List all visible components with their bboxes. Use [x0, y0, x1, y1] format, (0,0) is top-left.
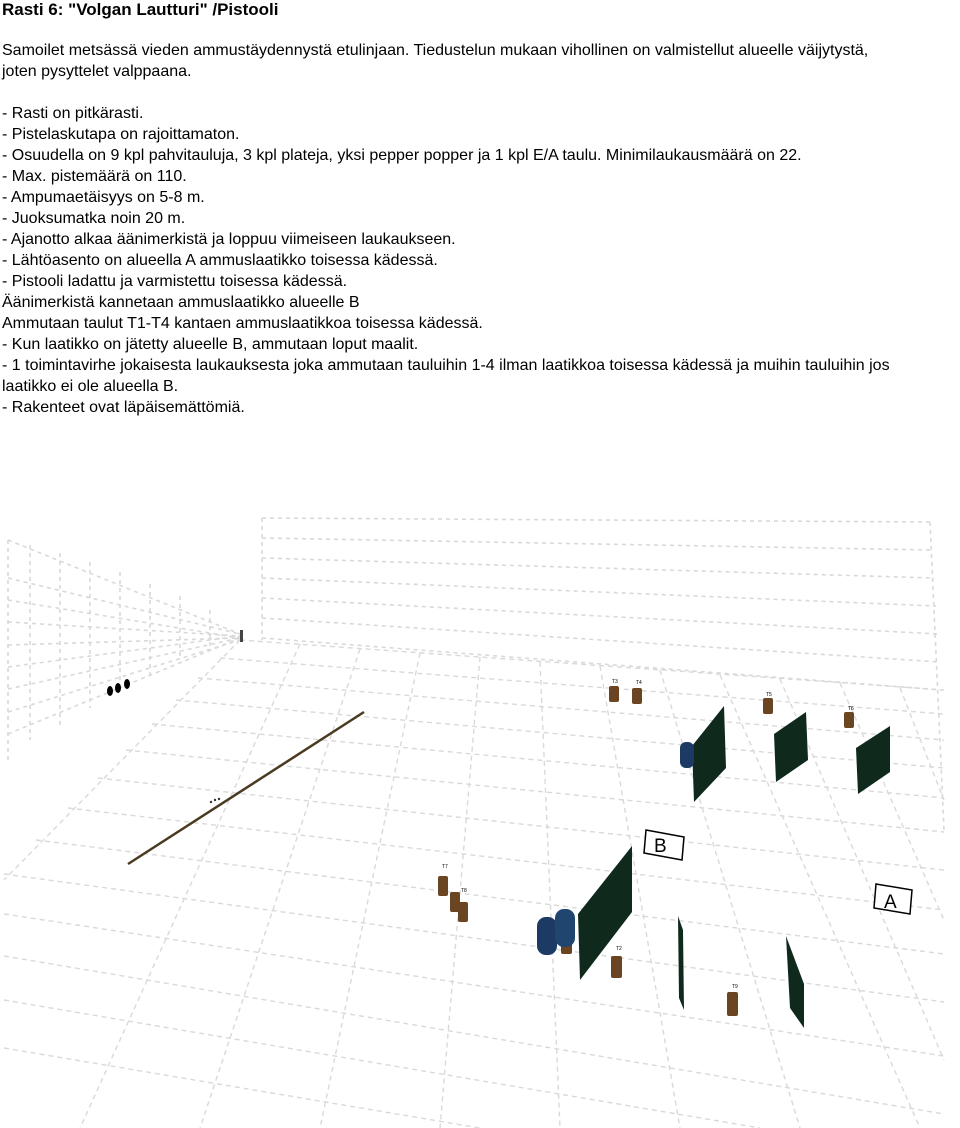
rule-item: - Lähtöasento on alueella A ammuslaatikko toisessa kädessä. — [2, 252, 438, 269]
walls — [578, 706, 890, 1028]
fault-line-marks — [210, 798, 220, 803]
target-label-t6: T6 — [848, 706, 854, 712]
stage-diagram — [0, 500, 960, 1128]
target-label-t4: T4 — [636, 680, 642, 686]
area-b-label: B — [654, 836, 667, 857]
rule-item: Äänimerkistä kannetaan ammuslaatikko alueelle B — [2, 294, 360, 311]
rules-list — [2, 103, 942, 418]
area-a-label: A — [884, 892, 897, 913]
rule-item: - Juoksumatka noin 20 m. — [2, 210, 186, 227]
left-berm — [8, 540, 240, 762]
back-berm — [262, 518, 944, 830]
area-b — [644, 830, 684, 860]
target-label-t8: T8 — [461, 888, 467, 894]
rule-item: - Pistooli ladattu ja varmistettu toisessa kädessä. — [2, 273, 348, 290]
fault-line — [128, 712, 364, 864]
target-label-t3: T3 — [612, 679, 618, 685]
rule-item: - Kun laatikko on jätetty alueelle B, ammutaan loput maalit. — [2, 336, 419, 353]
rule-item: - Ajanotto alkaa äänimerkistä ja loppuu viimeiseen laukaukseen. — [2, 231, 456, 248]
target-label-t7: T7 — [442, 864, 448, 870]
target-label-t5: T5 — [766, 692, 772, 698]
page-title: Rasti 6: "Volgan Lautturi" /Pistooli — [2, 0, 279, 19]
poppers — [107, 679, 130, 696]
rule-item: Ammutaan taulut T1-T4 kantaen ammuslaatikkoa toisessa kädessä. — [2, 315, 483, 332]
intro-paragraph: Samoilet metsässä vieden ammustäydennystä etulinjaan. Tiedustelun mukaan vihollinen on valmistellut alueelle väijytystä, joten pysyttelet valppaana. — [2, 42, 869, 80]
floor-grid — [4, 640, 944, 1128]
rule-item: - Ampumaetäisyys on 5-8 m. — [2, 189, 205, 206]
rule-item: - Rakenteet ovat läpäisemättömiä. — [2, 399, 245, 416]
stand-post — [240, 630, 243, 642]
rule-item: - Rasti on pitkärasti. — [2, 105, 144, 122]
rule-item: - Osuudella on 9 kpl pahvitauluja, 3 kpl plateja, yksi pepper popper ja 1 kpl E/A taulu. Minimilaukausmäärä on 22. — [2, 147, 802, 164]
rule-item: - 1 toimintavirhe jokaisesta laukauksesta joka ammutaan tauluihin 1-4 ilman laatikkoa toisessa kädessä ja muihin tauluihin jos laatikko ei ole alueella B. — [2, 357, 890, 395]
rule-item: - Pistelaskutapa on rajoittamaton. — [2, 126, 240, 143]
area-a — [874, 884, 912, 914]
rule-item: - Max. pistemäärä on 110. — [2, 168, 187, 185]
target-label-t9: T9 — [732, 984, 738, 990]
target-label-t2: T2 — [616, 946, 622, 952]
